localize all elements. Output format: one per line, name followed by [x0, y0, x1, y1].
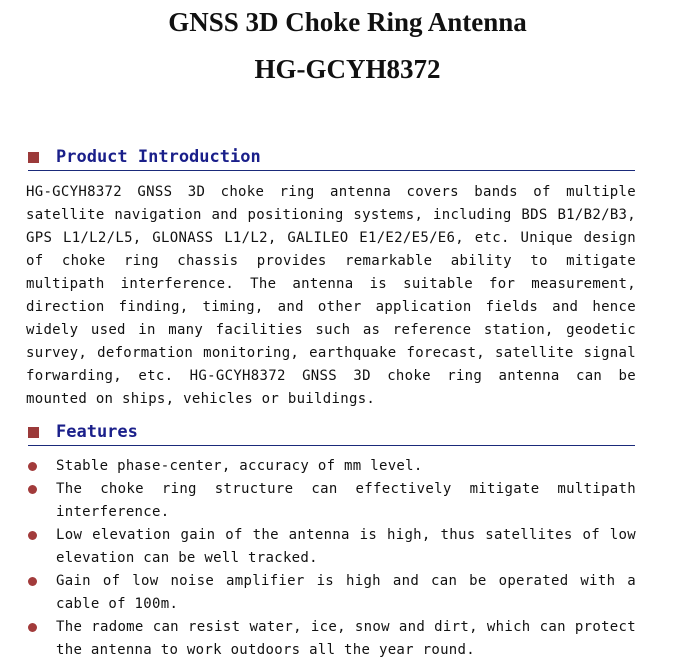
section-marker-square-icon [28, 152, 39, 163]
feature-text: The choke ring structure can effectively mitigate multipath interference. [56, 481, 636, 520]
feature-text: Stable phase-center, accuracy of mm level. [56, 458, 423, 474]
model-number: HG-GCYH8372 [254, 54, 441, 84]
feature-item [26, 616, 636, 662]
bullet-icon [28, 577, 37, 586]
feature-item [26, 478, 636, 524]
feature-text: Gain of low noise amplifier is high and can be operated with a cable of 100m. [56, 573, 636, 612]
feature-item [26, 570, 636, 616]
document-title: GNSS 3D Choke Ring Antenna [168, 7, 527, 37]
section-heading-product-introduction [28, 146, 635, 171]
product-introduction-paragraph: HG-GCYH8372 GNSS 3D choke ring antenna covers bands of multiple satellite navigation and positioning systems, including BDS B1/B2/B3, GPS L1/L2/L5, GLONASS L1/L2, GALILEO E1/E2/E5/E6, etc. Unique design of choke ring chassis provides remarkable ability to mitigate multipath interference. The antenna is suitable for measurement, direction finding, timing, and other application fields and hence widely used in many facilities such as reference station, geodetic survey, deformation monitoring, earthquake forecast, satellite signal forwarding, etc. HG-GCYH8372 GNSS 3D choke ring antenna can be mounted on ships, vehicles or buildings. [26, 184, 636, 407]
bullet-icon [28, 485, 37, 494]
section-heading-features [28, 421, 635, 446]
section-title: Product Introduction [56, 147, 261, 167]
feature-text: The radome can resist water, ice, snow and dirt, which can protect the antenna to work outdoors all the year round. [56, 619, 636, 658]
section-marker-square-icon [28, 427, 39, 438]
bullet-icon [28, 462, 37, 471]
bullet-icon [28, 623, 37, 632]
features-list [26, 455, 636, 662]
feature-item [26, 455, 636, 478]
section-title: Features [56, 422, 138, 442]
feature-item [26, 524, 636, 570]
feature-text: Low elevation gain of the antenna is high, thus satellites of low elevation can be well tracked. [56, 527, 636, 566]
bullet-icon [28, 531, 37, 540]
